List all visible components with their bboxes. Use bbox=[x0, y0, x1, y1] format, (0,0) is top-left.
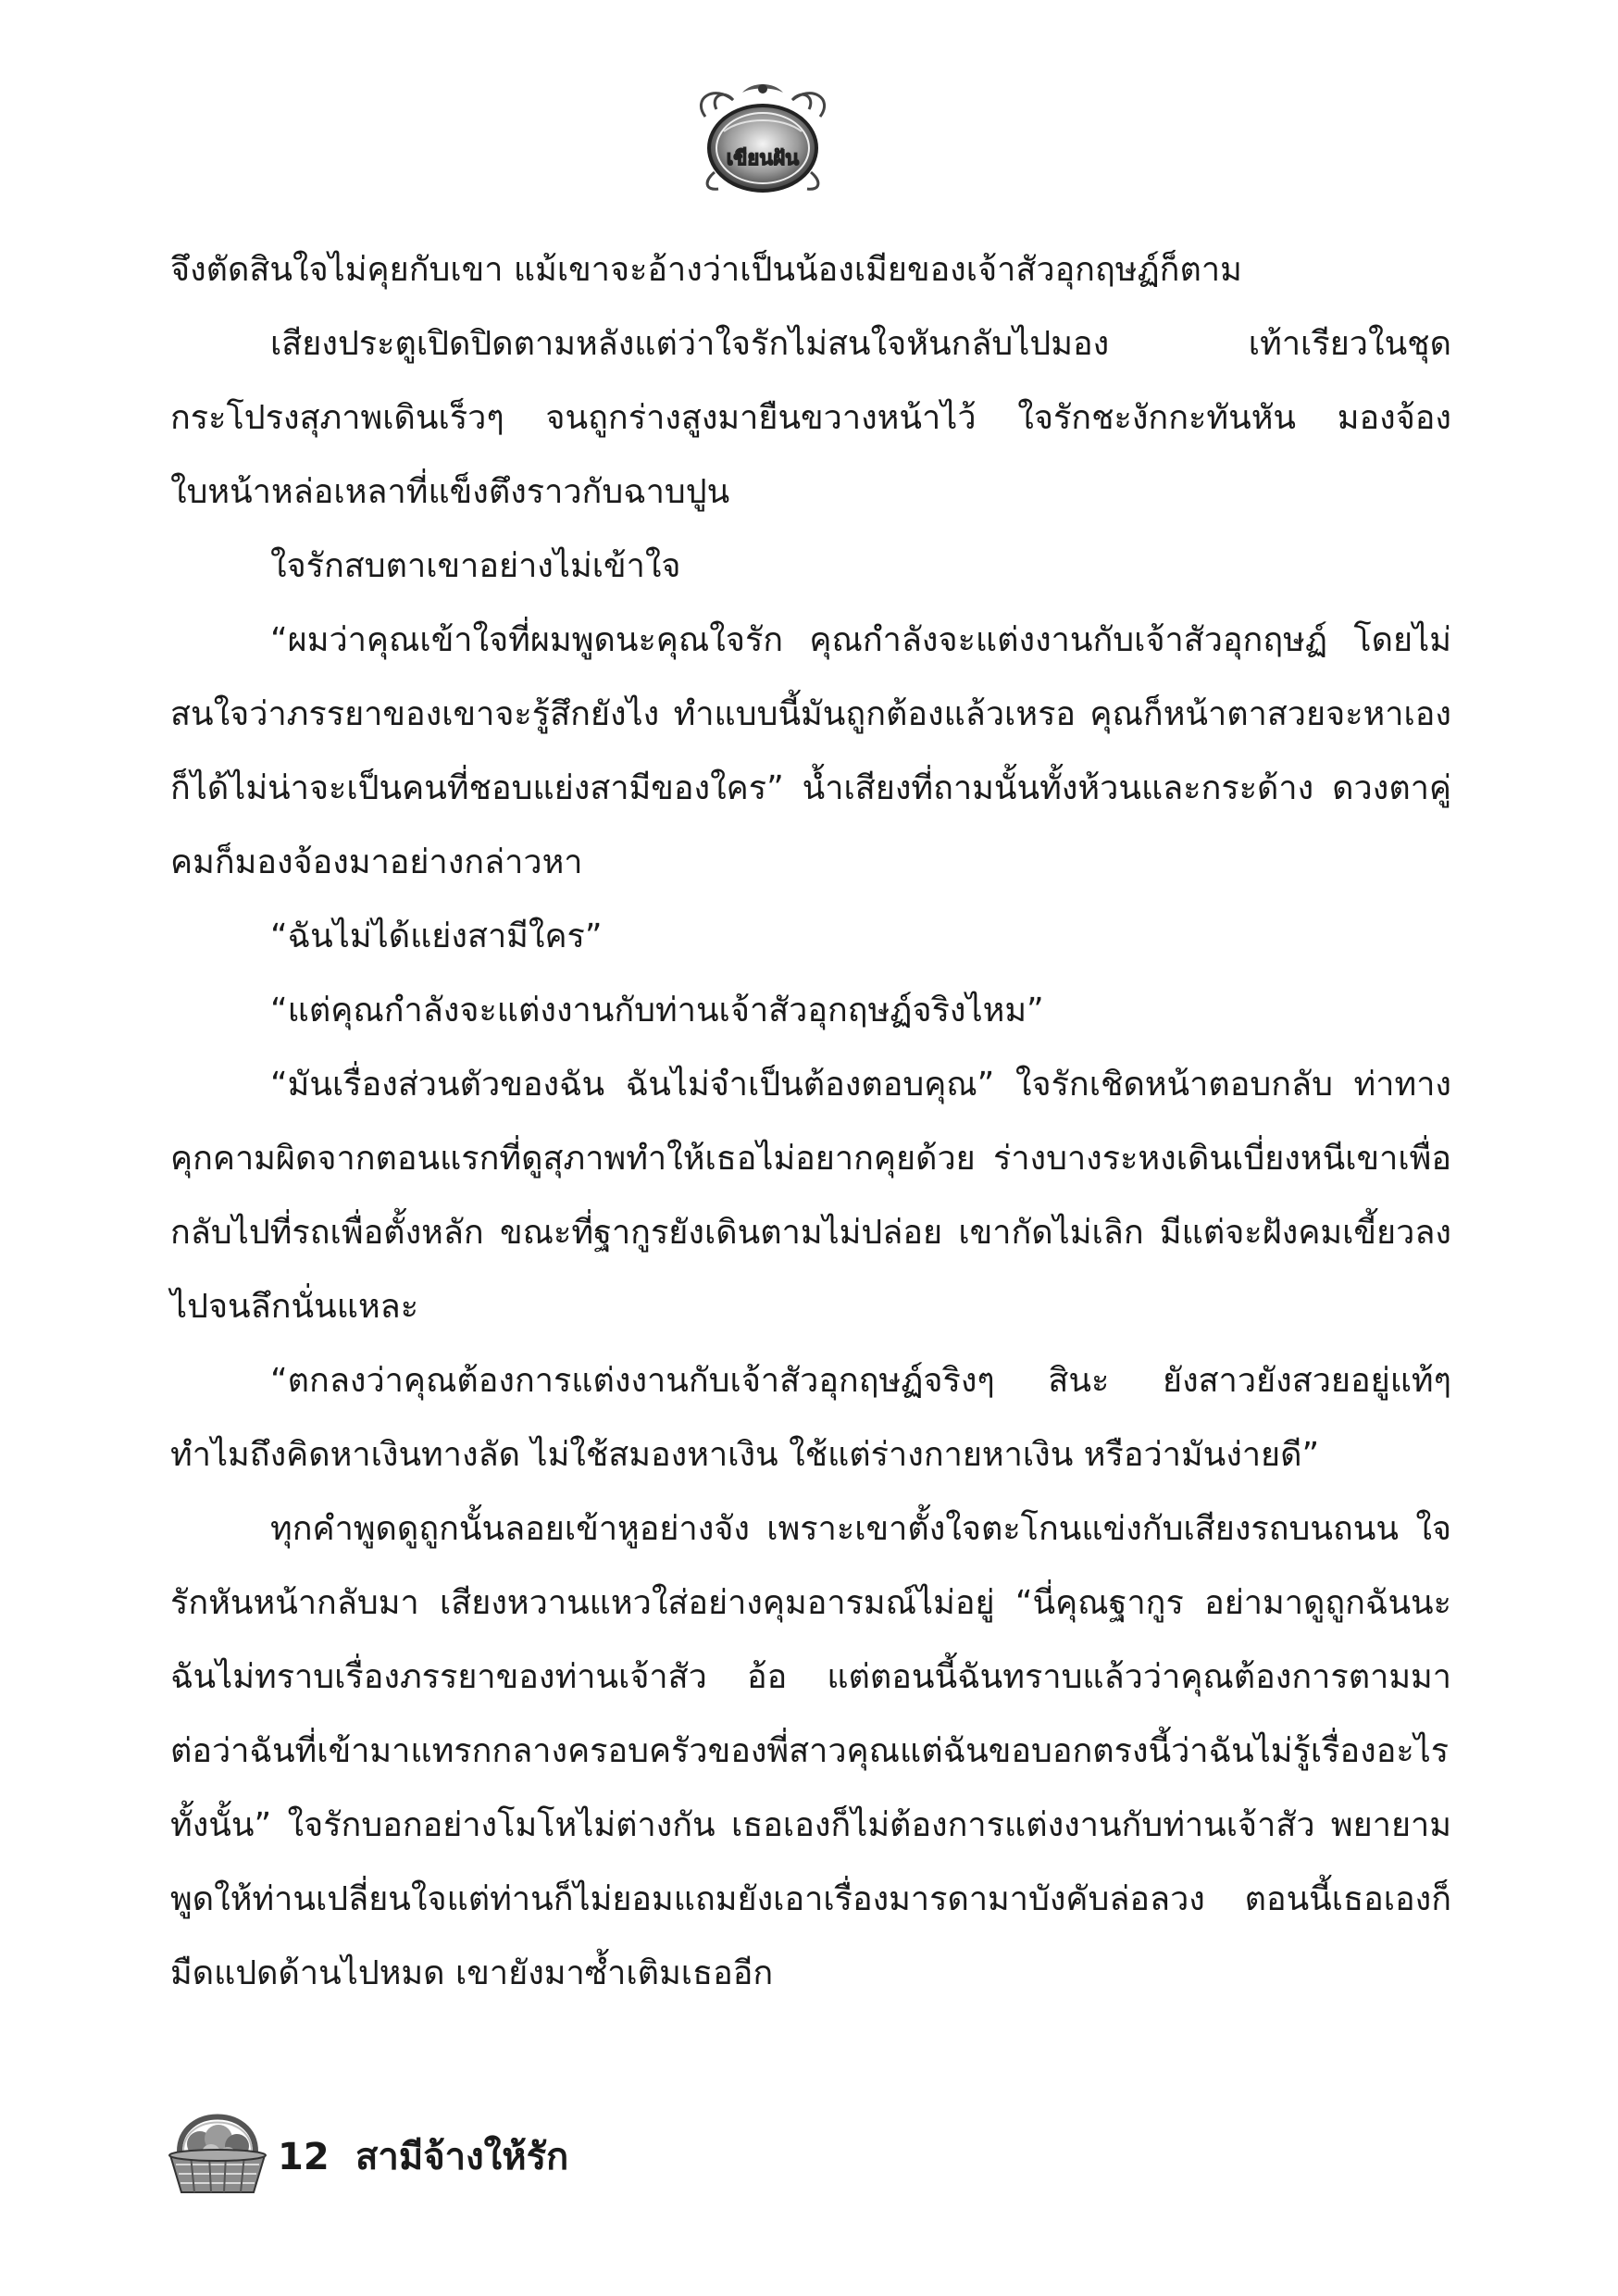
logo-text: เขียนฝัน bbox=[726, 147, 800, 170]
paragraph: “แต่คุณกำลังจะแต่งงานกับท่านเจ้าสัวอุกฤษฏ์จริงไหม” bbox=[270, 992, 1044, 1029]
book-title: สามีจ้างให้รัก bbox=[355, 2136, 569, 2178]
paragraph: “ฉันไม่ได้แย่งสามีใคร” bbox=[270, 917, 603, 955]
paragraph: “มันเรื่องส่วนตัวของฉัน ฉันไม่จำเป็นต้องตอบคุณ” ใจรักเชิดหน้าตอบกลับ ท่าทางคุกคามผิดจากตอนแรกที่ดูสุภาพทำให้เธอไม่อยากคุยด้วย ร่างบางระหงเดินเบี่ยงหนีเขาเพื่อกลับไปที่รถเพื่อตั้งหลัก ขณะที่ฐากูรยังเดินตามไม่ปล่อย เขากัดไม่เลิก มีแต่จะฝังคมเขี้ยวลงไปจนลึกนั่นแหละ bbox=[170, 1066, 1451, 1326]
page-footer bbox=[163, 2098, 996, 2200]
paragraph: เสียงประตูเปิดปิดตามหลังแต่ว่าใจรักไม่สนใจหันกลับไปมอง เท้าเรียวในชุดกระโปรงสุภาพเดินเร็วๆ จนถูกร่างสูงมายืนขวางหน้าไว้ ใจรักชะงักกะทันหัน มองจ้องใบหน้าหล่อเหลาที่แข็งตึงราวกับฉาบปูน bbox=[170, 325, 1451, 511]
paragraph: ใจรักสบตาเขาอย่างไม่เข้าใจ bbox=[270, 547, 681, 585]
ornamental-emblem-icon bbox=[687, 80, 839, 196]
page-number: 12 bbox=[278, 2136, 330, 2178]
paragraph: “ผมว่าคุณเข้าใจที่ผมพูดนะคุณใจรัก คุณกำลังจะแต่งงานกับเจ้าสัวอุกฤษฏ์ โดยไม่สนใจว่าภรรยาของเขาจะรู้สึกยังไง ทำแบบนี้มันถูกต้องแล้วเหรอ คุณก็หน้าตาสวยจะหาเองก็ได้ไม่น่าจะเป็นคนที่ชอบแย่งสามีของใคร” น้ำเสียงที่ถามนั้นทั้งห้วนและกระด้าง ดวงตาคู่คมก็มองจ้องมาอย่างกล่าวหา bbox=[170, 621, 1451, 881]
paragraph: ทุกคำพูดดูถูกนั้นลอยเข้าหูอย่างจัง เพราะเขาตั้งใจตะโกนแข่งกับเสียงรถบนถนน ใจรักหันหน้ากลับมา เสียงหวานแหวใส่อย่างคุมอารมณ์ไม่อยู่ “นี่คุณฐากูร อย่ามาดูถูกฉันนะ ฉันไม่ทราบเรื่องภรรยาของท่านเจ้าสัว อ้อ แต่ตอนนี้ฉันทราบแล้วว่าคุณต้องการตามมาต่อว่าฉันที่เข้ามาแทรกกลางครอบครัวของพี่สาวคุณแต่ฉันขอบอกตรงนี้ว่าฉันไม่รู้เรื่องอะไรทั้งนั้น” ใจรักบอกอย่างโมโหไม่ต่างกัน เธอเองก็ไม่ต้องการแต่งงานกับท่านเจ้าสัว พยายามพูดให้ท่านเปลี่ยนใจแต่ท่านก็ไม่ยอมแถมยังเอาเรื่องมารดามาบังคับล่อลวง ตอนนี้เธอเองก็มืดแปดด้านไปหมด เขายังมาซ้ำเติมเธออีก bbox=[170, 1510, 1451, 1992]
fruit-basket-icon bbox=[163, 2098, 272, 2200]
paragraph: “ตกลงว่าคุณต้องการแต่งงานกับเจ้าสัวอุกฤษฏ์จริงๆ สินะ ยังสาวยังสวยอยู่แท้ๆ ทำไมถึงคิดหาเงินทางลัด ไม่ใช้สมองหาเงิน ใช้แต่ร่างกายหาเงิน หรือว่ามันง่ายดี” bbox=[170, 1362, 1451, 1474]
body-text bbox=[170, 233, 1451, 2011]
paragraph: จึงตัดสินใจไม่คุยกับเขา แม้เขาจะอ้างว่าเป็นน้องเมียของเจ้าสัวอุกฤษฏ์ก็ตาม bbox=[170, 251, 1242, 289]
